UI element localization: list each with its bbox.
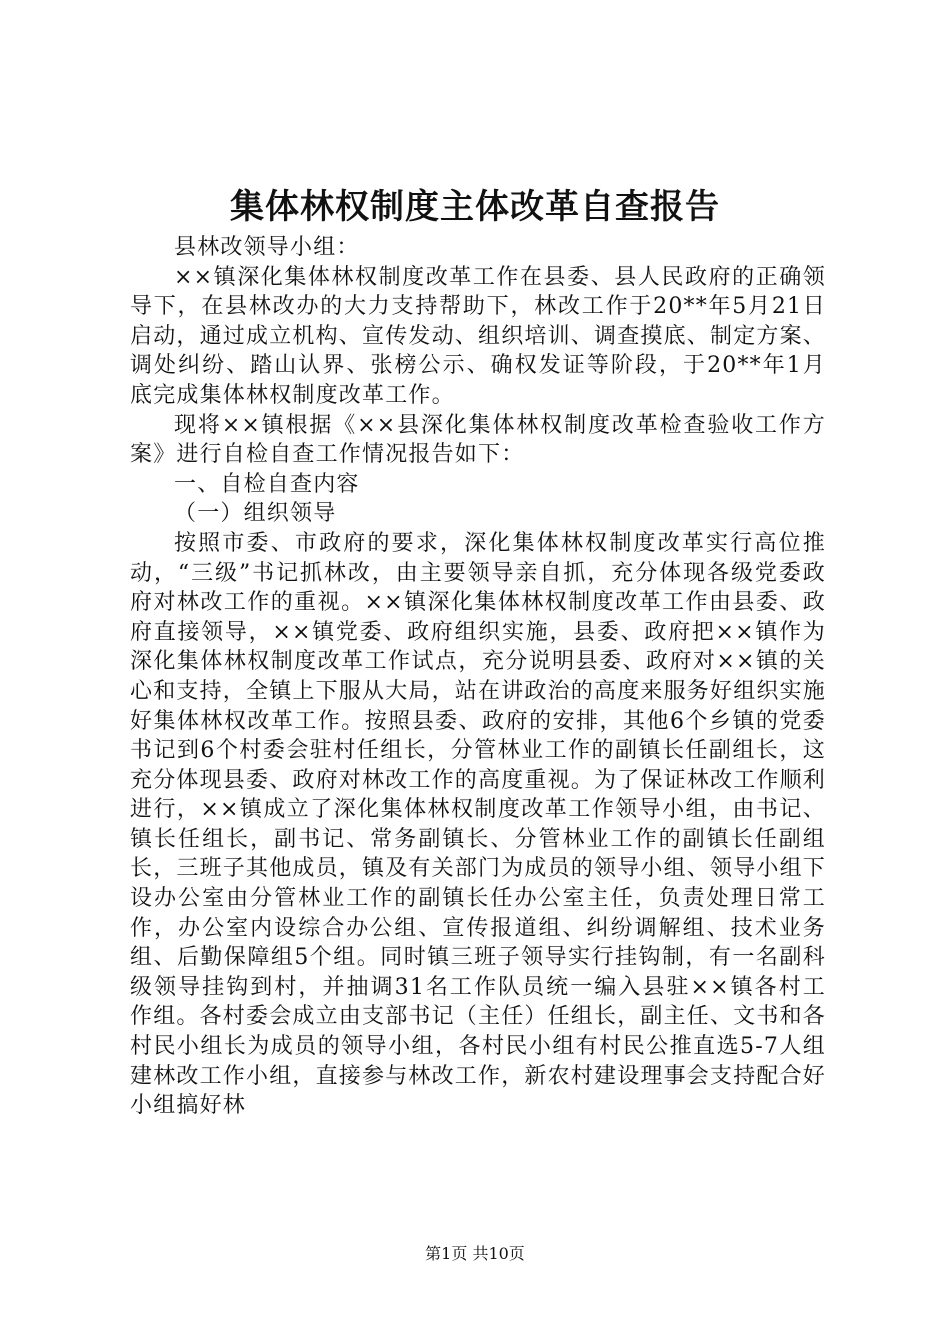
- document-body: [130, 233, 826, 1121]
- salutation-paragraph: 县林改领导小组：: [174, 235, 360, 260]
- document-title: 集体林权制度主体改革自查报告: [230, 187, 720, 227]
- page-number-footer: 第1页 共10页: [425, 1244, 525, 1263]
- section-heading: 一、自检自查内容: [174, 471, 360, 497]
- subsection-heading: （一）组织领导: [174, 501, 337, 527]
- body-paragraph: 按照市委、市政府的要求，深化集体林权制度改革实行高位推动，“三级”书记抓林改，由主要领导亲自抓，充分体现各级党委政府对林改工作的重视。××镇深化集体林权制度改革工作由县委、政府直接领导，××镇党委、政府组织实施，县委、政府把××镇作为深化集体林权制度改革工作试点，充分说明县委、政府对××镇的关心和支持，全镇上下服从大局，站在讲政治的高度来服务好组织实施好集体林权改革工作。按照县委、政府的安排，其他6个乡镇的党委书记到6个村委会驻村任组长，分管林业工作的副镇长任副组长，这充分体现县委、政府对林改工作的高度重视。为了保证林改工作顺利进行，××镇成立了深化集体林权制度改革工作领导小组，由书记、镇长任组长，副书记、常务副镇长、分管林业工作的副镇长任副组长，三班子其他成员，镇及有关部门为成员的领导小组、领导小组下设办公室由分管林业工作的副镇长任办公室主任，负责处理日常工作，办公室内设综合办公组、宣传报道组、纠纷调解组、技术业务组、后勤保障组5个组。同时镇三班子领导实行挂钩制，有一名副科级领导挂钩到村，并抽调31名工作队员统一编入县驻××镇各村工作组。各村委会成立由支部书记（主任）任组长，副主任、文书和各村民小组长为成员的领导小组，各村民小组有村民公推直选5-7人组建林改工作小组，直接参与林改工作，新农村建设理事会支持配合好小组搞好林: [130, 530, 827, 1119]
- body-paragraph: ××镇深化集体林权制度改革工作在县委、县人民政府的正确领导下，在县林改办的大力支持帮助下，林改工作于20**年5月21日启动，通过成立机构、宣传发动、组织培训、调查摸底、制定方案、调处纠纷、踏山认界、张榜公示、确权发证等阶段，于20**年1月底完成集体林权制度改革工作。: [130, 264, 827, 408]
- body-paragraph: 现将××镇根据《××县深化集体林权制度改革检查验收工作方案》进行自检自查工作情况报告如下：: [130, 412, 826, 468]
